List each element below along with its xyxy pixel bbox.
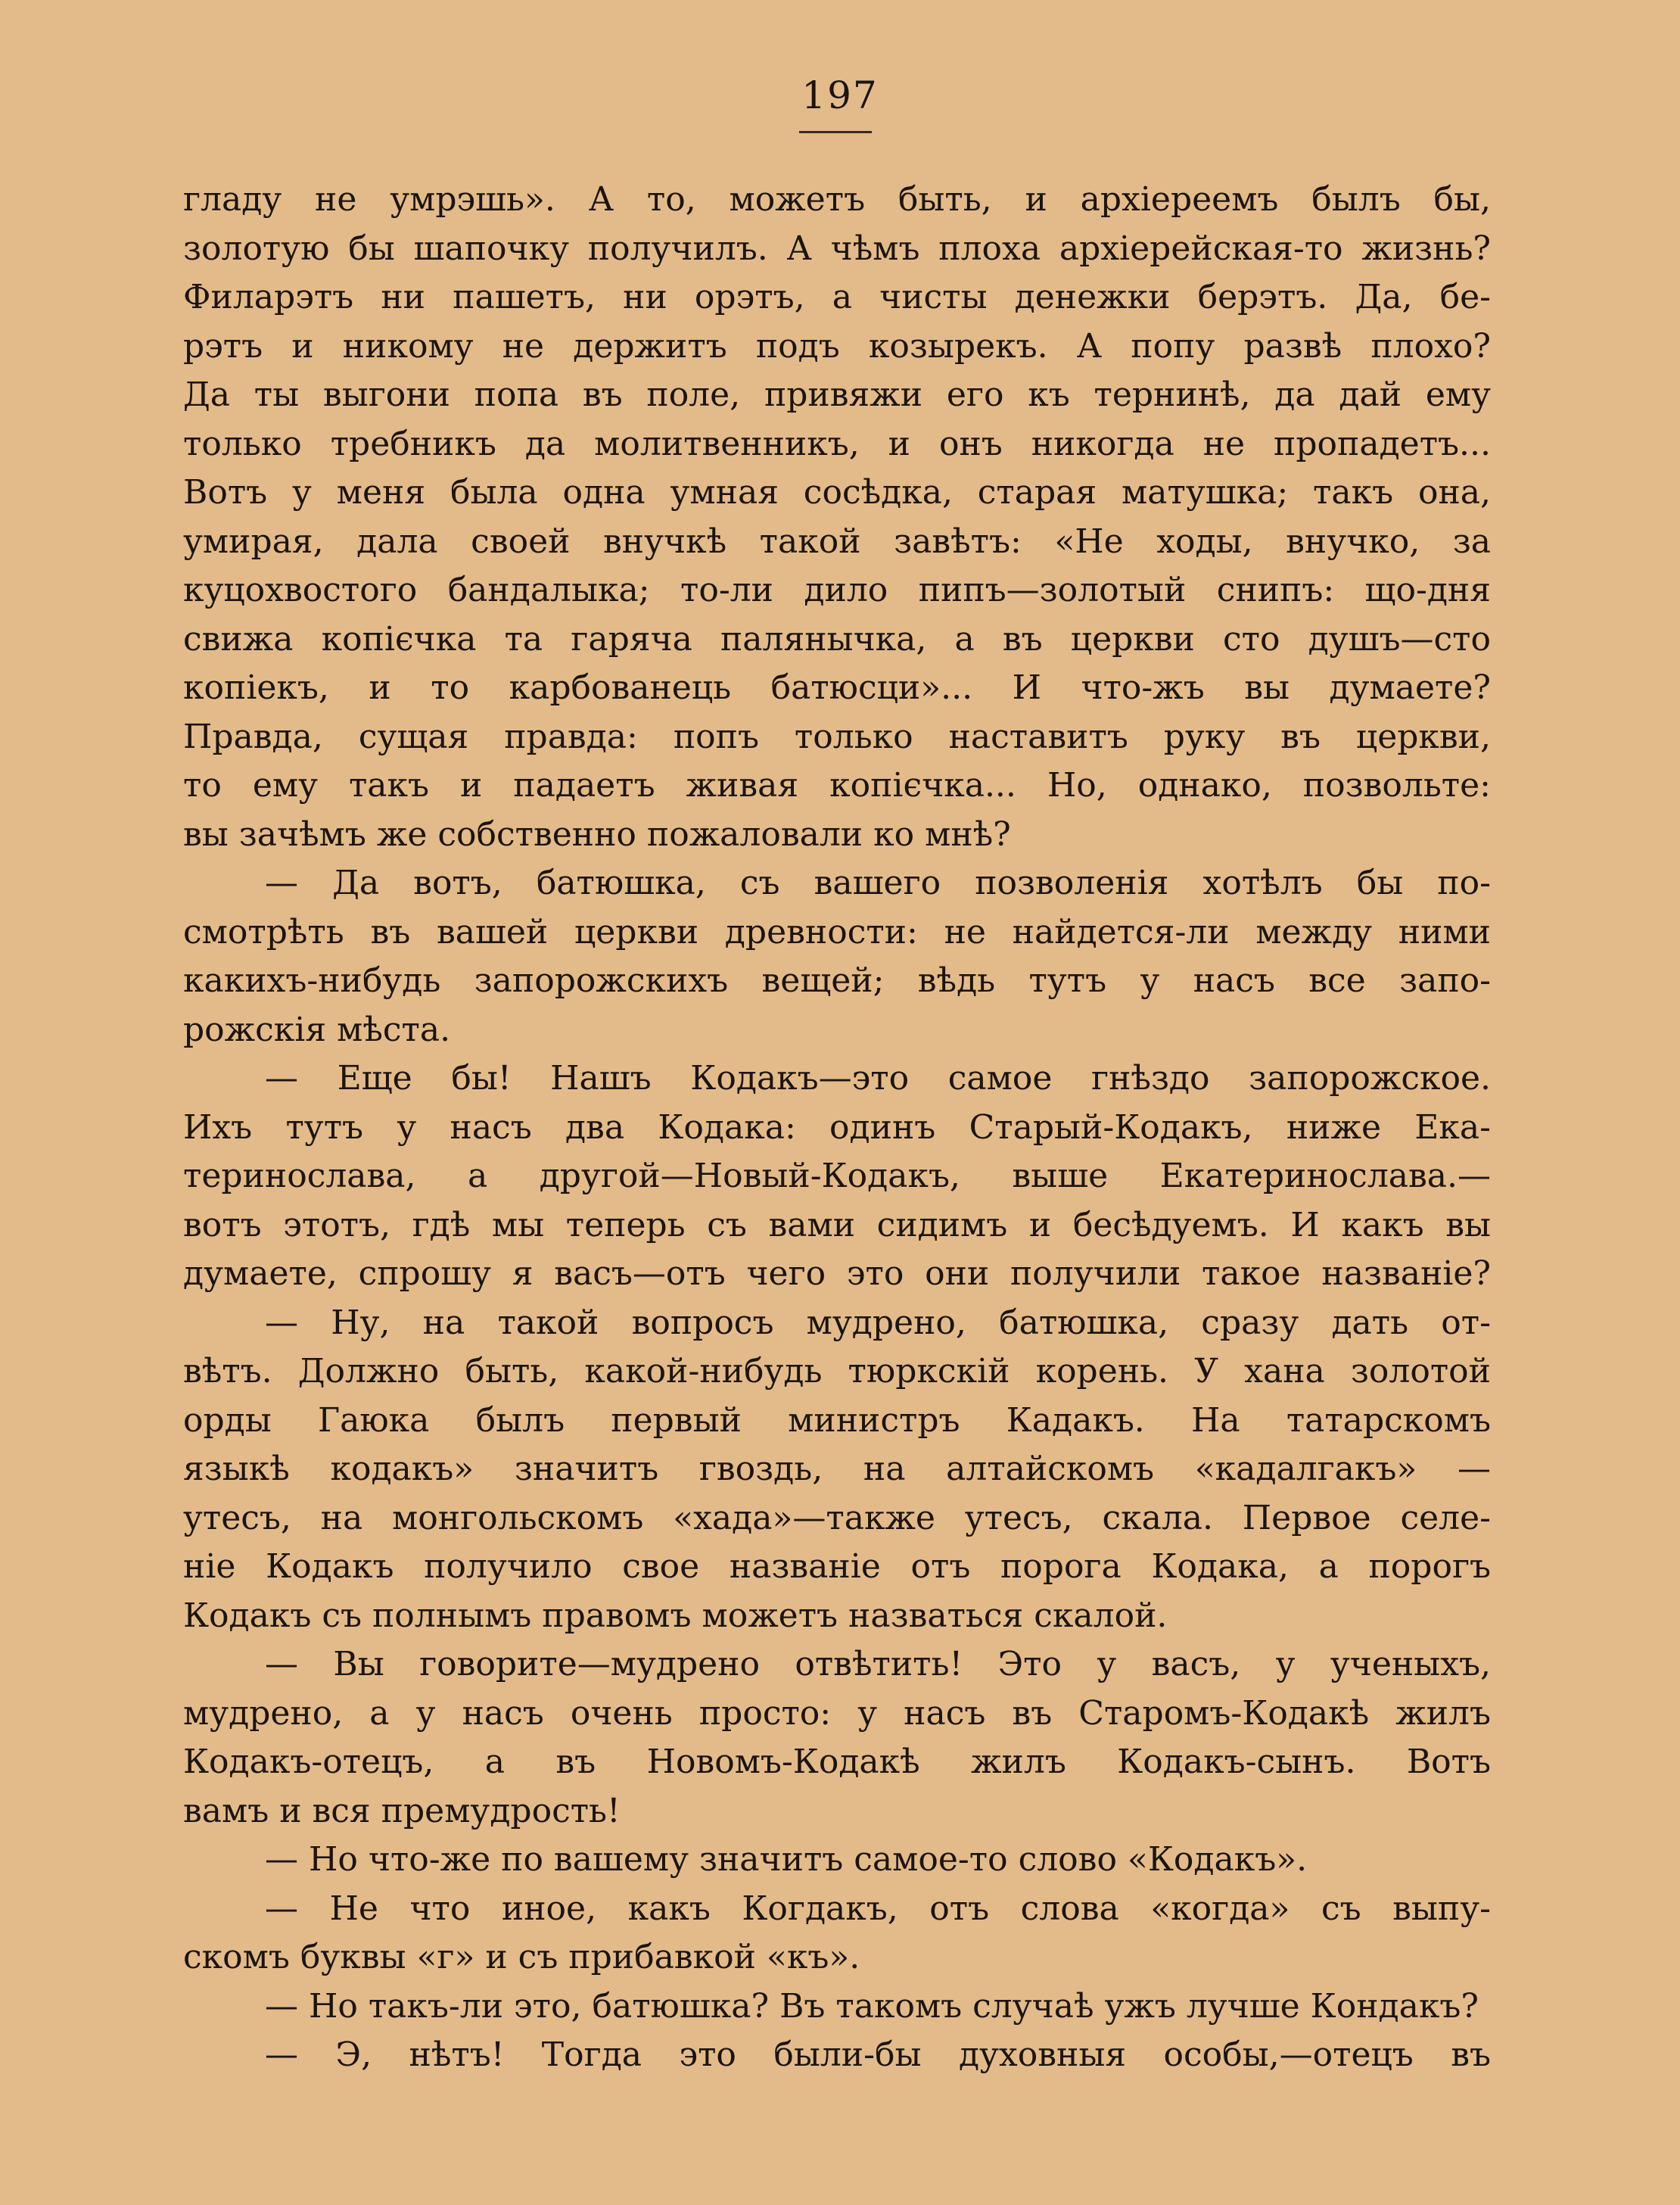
page-text: [183, 176, 1491, 2080]
text-line: — Но что-же по вашему значитъ самое-то слово «Кодакъ».: [265, 1840, 1308, 1879]
text-line: Ихъ тутъ у насъ два Кодака: одинъ Старый-Кодакъ, ниже Ека-: [183, 1107, 1491, 1147]
text-line: Правда, сущая правда: попъ только наставитъ руку въ церкви,: [183, 717, 1491, 756]
text-line: ніе Кодакъ получило свое названіе отъ порога Кодака, а порогъ: [183, 1547, 1491, 1586]
text-line: языкѣ кодакъ» значитъ гвоздь, на алтайскомъ «кадалгакъ» —: [183, 1450, 1491, 1488]
text-line: — Да вотъ, батюшка, съ вашего позволенія хотѣлъ бы по-: [265, 864, 1491, 902]
text-line: — Ну, на такой вопросъ мудрено, батюшка, сразу дать от-: [265, 1303, 1491, 1342]
text-line: теринослава, а другой—Новый-Кодакъ, выше Екатеринослава.—: [183, 1157, 1491, 1195]
text-line: вотъ этотъ, гдѣ мы теперь съ вами сидимъ и бесѣдуемъ. И какъ вы: [183, 1205, 1491, 1244]
text-line: — Но такъ-ли это, батюшка? Въ такомъ случаѣ ужъ лучше Кондакъ?: [265, 1986, 1479, 2026]
page-number: 197: [801, 73, 879, 117]
text-line: умирая, дала своей внучкѣ такой завѣтъ: «Не ходы, внучко, за: [183, 522, 1491, 561]
text-line: рожскія мѣста.: [183, 1010, 451, 1049]
page-number-underline: [799, 131, 872, 133]
text-line: — Э, нѣтъ! Тогда это были-бы духовныя особы,—отецъ въ: [265, 2035, 1491, 2074]
text-line: утесъ, на монгольскомъ «хада»—также утесъ, скала. Первое селе-: [183, 1498, 1491, 1537]
text-line: Филарэтъ ни пашетъ, ни орэтъ, а чисты денежки берэтъ. Да, бе-: [183, 278, 1491, 316]
text-line: свижа копієчка та гаряча палянычка, а въ церкви сто душъ—сто: [183, 619, 1491, 659]
text-line: орды Гаюка былъ первый министръ Кадакъ. На татарскомъ: [183, 1400, 1491, 1440]
text-line: вамъ и вся премудрость!: [183, 1791, 621, 1830]
text-line: Кодакъ съ полнымъ правомъ можетъ назваться скалой.: [183, 1596, 1168, 1635]
text-line: скомъ буквы «г» и съ прибавкой «къ».: [183, 1938, 860, 1976]
text-line: гладу не умрэшь». А то, можетъ быть, и архіереемъ былъ бы,: [183, 180, 1491, 219]
text-line: копіекъ, и то карбованець батюсци»... И что-жъ вы думаете?: [183, 668, 1491, 707]
text-line: рэтъ и никому не держитъ подъ козырекъ. А попу развѣ плохо?: [183, 326, 1491, 366]
text-line: вѣтъ. Должно быть, какой-нибудь тюркскій корень. У хана золотой: [183, 1352, 1491, 1391]
text-line: куцохвостого бандалыка; то-ли дило пипъ—золотый снипъ: що-дня: [183, 571, 1491, 609]
text-line: Вотъ у меня была одна умная сосѣдка, старая матушка; такъ она,: [183, 473, 1491, 512]
text-line: Да ты выгони попа въ поле, привяжи его къ тернинѣ, да дай ему: [183, 375, 1491, 414]
text-line: какихъ-нибудь запорожскихъ вещей; вѣдь тутъ у насъ все запо-: [183, 961, 1491, 1000]
text-line: смотрѣть въ вашей церкви древности: не найдется-ли между ними: [183, 912, 1491, 951]
text-line: думаете, спрошу я васъ—отъ чего это они получили такое названіе?: [183, 1254, 1491, 1293]
text-line: золотую бы шапочку получилъ. А чѣмъ плоха архіерейская-то жизнь?: [183, 229, 1491, 268]
text-line: — Еще бы! Нашъ Кодакъ—это самое гнѣздо запорожское.: [265, 1059, 1491, 1098]
text-line: вы зачѣмъ же собственно пожаловали ко мнѣ?: [183, 814, 1011, 854]
text-line: Кодакъ-отецъ, а въ Новомъ-Кодакѣ жилъ Кодакъ-сынъ. Вотъ: [183, 1743, 1491, 1781]
text-line: мудрено, а у насъ очень просто: у насъ въ Старомъ-Кодакѣ жилъ: [183, 1693, 1491, 1733]
text-line: то ему такъ и падаетъ живая копієчка... Но, однако, позвольте:: [183, 766, 1491, 805]
text-line: — Вы говорите—мудрено отвѣтить! Это у васъ, у ученыхъ,: [265, 1645, 1491, 1683]
text-line: — Не что иное, какъ Когдакъ, отъ слова «когда» съ выпу-: [265, 1889, 1491, 1928]
text-line: только требникъ да молитвенникъ, и онъ никогда не пропадетъ...: [183, 424, 1491, 463]
